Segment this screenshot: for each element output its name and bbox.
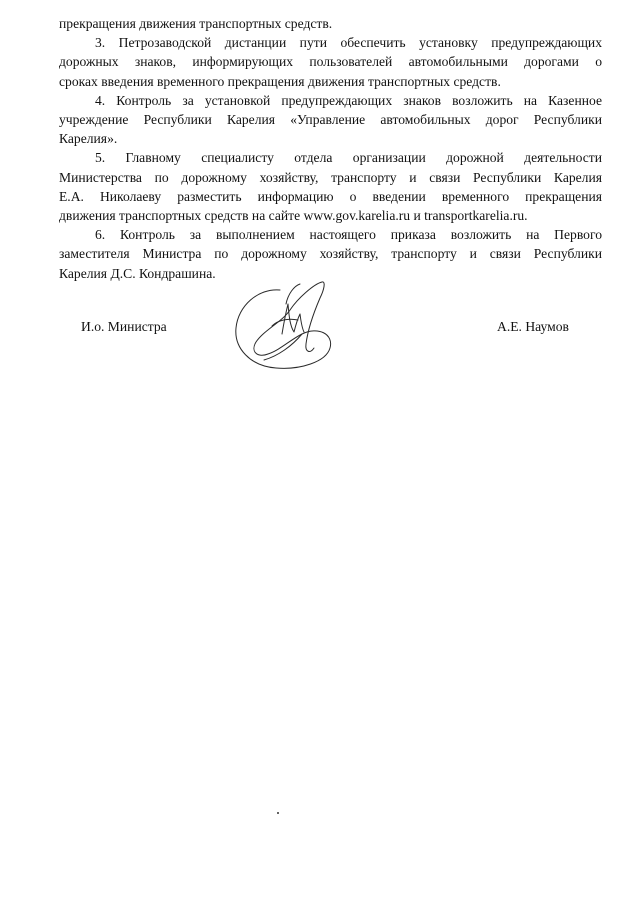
paragraph-line: движения транспортных средств на сайте www.gov.karelia.ru и transportkarelia.ru. — [59, 208, 528, 224]
signer-position: И.о. Министра — [81, 319, 167, 334]
paragraph-line: заместителя Министра по дорожному хозяйству, транспорту и связи Республики — [59, 246, 602, 262]
paragraph-4 — [59, 91, 602, 149]
paragraph-6 — [59, 225, 602, 283]
paragraph-line: Министерства по дорожному хозяйству, транспорту и связи Республики Карелия — [59, 169, 602, 185]
handwritten-signature — [228, 276, 338, 376]
scan-speck — [277, 812, 279, 814]
paragraph-2-continuation — [59, 14, 602, 33]
paragraph-line: прекращения движения транспортных средств. — [59, 16, 333, 31]
document-body — [59, 14, 602, 283]
paragraph-line: 3. Петрозаводской дистанции пути обеспечить установку предупреждающих — [95, 35, 602, 51]
paragraph-line: 5. Главному специалисту отдела организации дорожной деятельности — [95, 150, 602, 166]
paragraph-line: 6. Контроль за выполнением настоящего приказа возложить на Первого — [95, 227, 602, 243]
paragraph-line: Карелия». — [59, 131, 118, 147]
paragraph-line: сроках введения временного прекращения движения транспортных средств. — [59, 73, 501, 89]
paragraph-3 — [59, 33, 602, 91]
paragraph-line: Карелия Д.С. Кондрашина. — [59, 265, 216, 281]
paragraph-line: учреждение Республики Карелия «Управление автомобильных дорог Республики — [59, 112, 602, 128]
signer-name: А.Е. Наумов — [497, 319, 569, 334]
paragraph-line: дорожных знаков, информирующих пользователей автомобильными дорогами о — [59, 54, 602, 70]
paragraph-5 — [59, 148, 602, 225]
paragraph-line: 4. Контроль за установкой предупреждающих знаков возложить на Казенное — [95, 92, 602, 108]
paragraph-line: Е.А. Николаеву разместить информацию о введении временного прекращения — [59, 188, 602, 204]
